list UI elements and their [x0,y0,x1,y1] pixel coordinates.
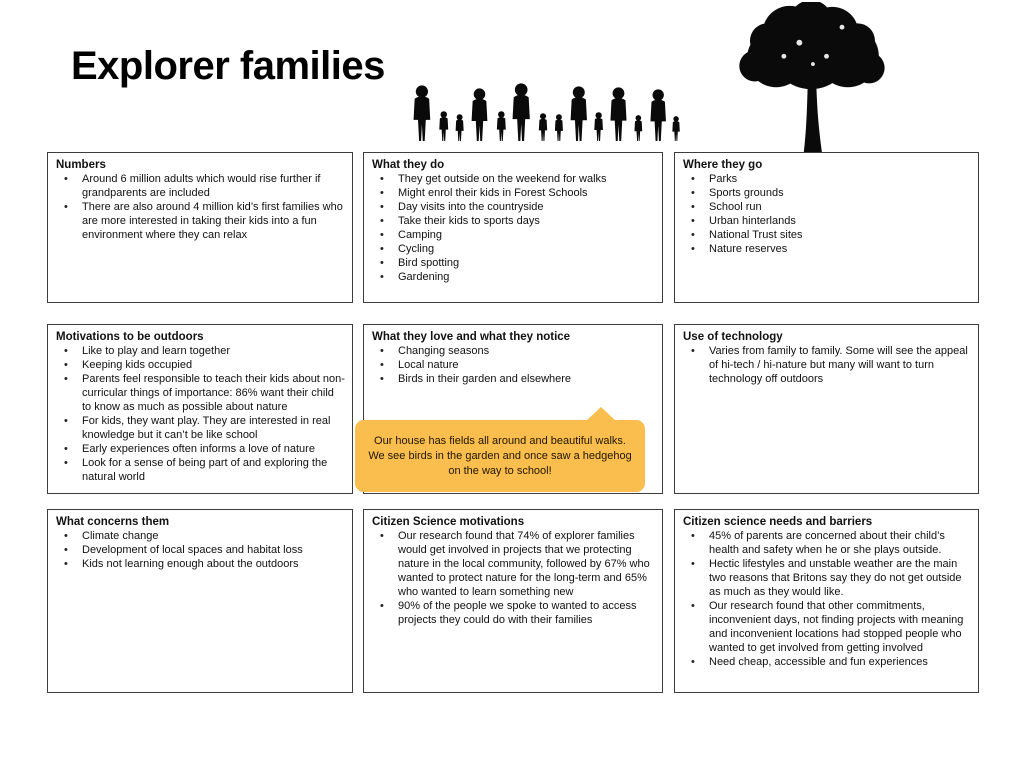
bullet-item: • Kids not learning enough about the outdoors [56,557,346,571]
bullet-item: • Look for a sense of being part of and exploring the natural world [56,456,346,484]
bullet-item: • Our research found that other commitments, inconvenient days, not finding projects with meaning and inconvenient locations had stopped people who wanted to get involved from getting involved [683,599,972,655]
box-title: Citizen Science motivations [372,516,525,528]
bullet-item: • Birds in their garden and elsewhere [372,372,656,386]
bullet-item: • 90% of the people we spoke to wanted to access projects they could do with their families [372,599,656,627]
bullet-item: • There are also around 4 million kid’s first families who are more interested in taking their kids into a fun environment where they can relax [56,200,346,242]
box-what-concerns-them [47,509,353,693]
box-use-of-technology [674,324,979,494]
bullet-item: • Camping [372,228,656,242]
box-title: What they love and what they notice [372,331,571,343]
box-what-they-do [363,152,663,303]
callout-tail [586,407,616,421]
bullet-item: • Hectic lifestyles and unstable weather are the main two reasons that Britons say they do not get outside as much as they would like. [683,557,972,599]
box-title: What concerns them [56,516,170,528]
bullet-item: • Gardening [372,270,656,284]
bullet-item: • Around 6 million adults which would rise further if grandparents are included [56,172,346,200]
bullet-item: • Bird spotting [372,256,656,270]
bullet-item: • They get outside on the weekend for walks [372,172,656,186]
bullet-item: • Sports grounds [683,186,972,200]
bullet-item: • Keeping kids occupied [56,358,346,372]
box-title: Motivations to be outdoors [56,331,204,343]
bullet-item: • Varies from family to family. Some will see the appeal of hi-tech / hi-nature but many will want to turn technology off outdoors [683,344,972,386]
bullet-item: • Local nature [372,358,656,372]
box-citizen-science-motivations [363,509,663,693]
bullet-item: • Urban hinterlands [683,214,972,228]
bullet-item: • Day visits into the countryside [372,200,656,214]
callout-text: Our house has fields all around and beautiful walks. We see birds in the garden and once saw a hedgehog on the way to school! [368,435,632,477]
box-citizen-science-needs-barriers [674,509,979,693]
bullet-item: • Might enrol their kids in Forest Schools [372,186,656,200]
bullet-item: • Climate change [56,529,346,543]
bullet-item: • Need cheap, accessible and fun experiences [683,655,972,669]
box-where-they-go [674,152,979,303]
bullet-item: • For kids, they want play. They are interested in real knowledge but it can’t be like school [56,414,346,442]
bullet-item: • Take their kids to sports days [372,214,656,228]
bullet-item: • Changing seasons [372,344,656,358]
bullet-item: • Parents feel responsible to teach their kids about non-curricular things of importance: 86% want their child to know as much as possible about nature [56,372,346,414]
bullet-item: • Nature reserves [683,242,972,256]
family-silhouette-icon [408,81,686,141]
bullet-list [372,344,656,386]
box-title: Citizen science needs and barriers [683,516,873,528]
bullet-item: • Our research found that 74% of explorer families would get involved in projects that we protecting nature in the local community, followed by 67% who wanted to protect nature for the long-term and 65% who wanted to learn something new [372,529,656,599]
bullet-list [683,529,972,669]
bullet-list [56,172,346,242]
box-title: Numbers [56,159,106,171]
box-title: Where they go [683,159,763,171]
bullet-item: • Parks [683,172,972,186]
box-title: What they do [372,159,445,171]
box-motivations-outdoors [47,324,353,494]
bullet-list [56,344,346,484]
bullet-list [683,344,972,386]
bullet-item: • Like to play and learn together [56,344,346,358]
bullet-item: • Development of local spaces and habitat loss [56,543,346,557]
bullet-list [372,172,656,284]
quote-callout [355,420,645,492]
box-title: Use of technology [683,331,783,343]
bullet-item: • School run [683,200,972,214]
bullet-item: • Cycling [372,242,656,256]
bullet-list [683,172,972,256]
bullet-item: • 45% of parents are concerned about their child’s health and safety when he or she plays outside. [683,529,972,557]
bullet-list [56,529,346,571]
bullet-list [372,529,656,627]
box-numbers [47,152,353,303]
tree-silhouette-icon [712,2,910,157]
bullet-item: • Early experiences often informs a love of nature [56,442,346,456]
bullet-item: • National Trust sites [683,228,972,242]
page-title: Explorer families [71,44,385,88]
